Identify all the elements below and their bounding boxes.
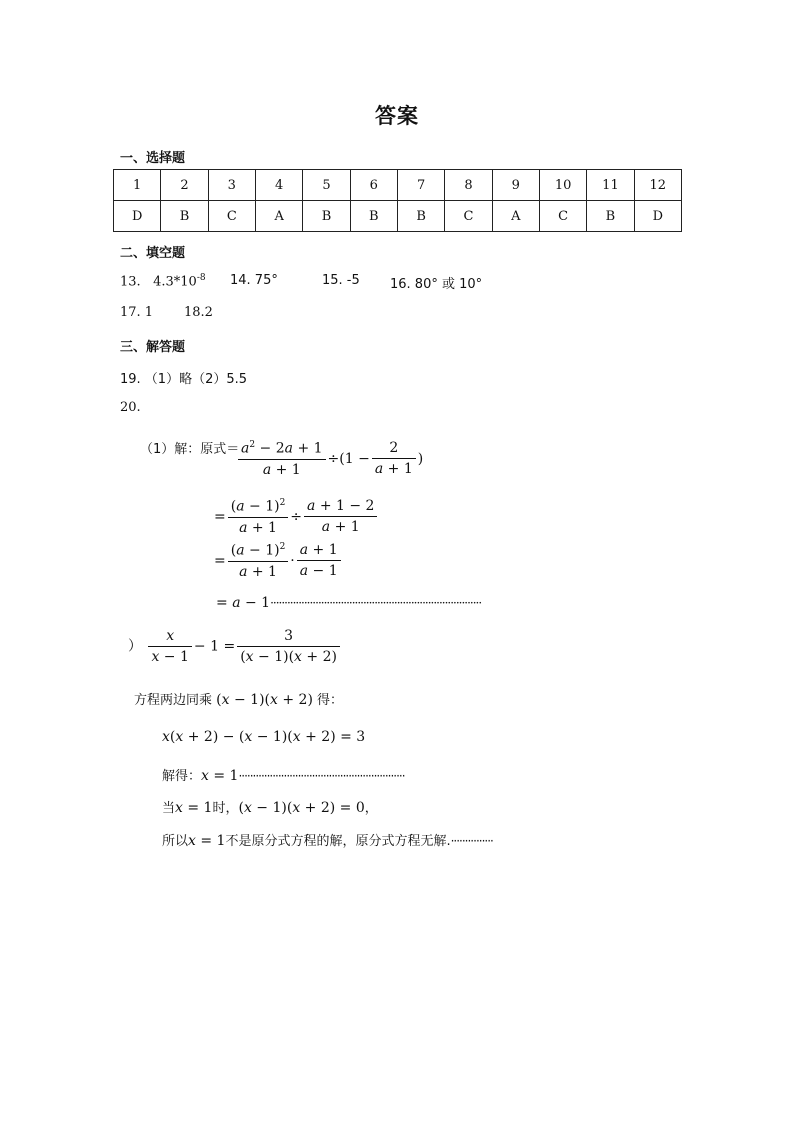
part2-multiply-suffix: 得： xyxy=(317,693,344,708)
page-title: 答案 xyxy=(375,103,419,128)
answer-18: 18.2 xyxy=(184,305,213,320)
section-heading-fill: 二、填空题 xyxy=(120,246,186,261)
part2-multiply-line: 方程两边同乘 (x − 1)(x + 2) 得： xyxy=(134,692,344,708)
part1-dots: ··········································································· xyxy=(270,596,482,610)
table-cell-question-number: 11 xyxy=(587,170,634,201)
table-cell-answer: B xyxy=(303,201,350,232)
part2-multiply-text: 方程两边同乘 xyxy=(134,693,213,708)
answer-14: 14. 75° xyxy=(230,273,278,288)
part2-equation: ） $\frac{x}{x - 1}$ − 1 = $\frac{3}{(x - 1)(x + 2)}$ xyxy=(128,628,342,665)
part2-when-suffix: ， xyxy=(364,801,378,816)
table-cell-answer: B xyxy=(350,201,397,232)
answer-19: 19. （1）略（2）5.5 xyxy=(120,372,248,387)
table-cell-question-number: 7 xyxy=(397,170,444,201)
table-cell-question-number: 5 xyxy=(303,170,350,201)
fraction: $\frac{a^2 - 2a + 1}{a + 1}$ xyxy=(238,440,326,478)
table-cell-answer: D xyxy=(634,201,681,232)
part2-solve-dots: ··························································· xyxy=(238,769,405,783)
part2-solution-line: 解得：x = 1··························································· xyxy=(162,768,405,784)
part1-step2: = $\frac{(a - 1)^2}{a + 1}$ · $\frac{a + 1}{a - 1}$ xyxy=(214,542,343,580)
answer-20-label: 20. xyxy=(120,400,141,415)
table-cell-question-number: 12 xyxy=(634,170,681,201)
part1-step1: = $\frac{(a - 1)^2}{a + 1}$ ÷ $\frac{a + 1 - 2}{a + 1}$ xyxy=(214,498,379,536)
answer-13-mantissa: 4.3*10 xyxy=(153,274,197,290)
part2-so-suffix: 不是原分式方程的解，原分式方程无解. xyxy=(225,834,451,849)
table-row-answers xyxy=(114,201,682,232)
part2-expanded-equation: x(x + 2) − (x − 1)(x + 2) = 3 xyxy=(162,729,366,745)
part2-check-line: 当x = 1时，(x − 1)(x + 2) = 0， xyxy=(162,800,378,816)
table-cell-answer: C xyxy=(539,201,586,232)
table-cell-answer: C xyxy=(445,201,492,232)
table-cell-question-number: 10 xyxy=(539,170,586,201)
choice-answer-table xyxy=(113,169,682,232)
table-cell-question-number: 2 xyxy=(161,170,208,201)
part2-conclusion-line: 所以x = 1不是原分式方程的解，原分式方程无解.··············· xyxy=(162,833,493,849)
part2-when-prefix: 当 xyxy=(162,801,176,816)
part2-when-mid: 时， xyxy=(212,801,239,816)
part2-so-dots: ··············· xyxy=(450,834,493,848)
table-cell-answer: A xyxy=(255,201,302,232)
table-cell-answer: D xyxy=(114,201,161,232)
part2-solve-prefix: 解得： xyxy=(162,769,202,784)
answer-13-exponent: -8 xyxy=(196,273,206,283)
table-row-question-numbers xyxy=(114,170,682,201)
fraction: $\frac{2}{a + 1}$ xyxy=(372,440,416,477)
table-cell-answer: B xyxy=(587,201,634,232)
part2-paren: ） xyxy=(128,638,142,655)
table-cell-question-number: 9 xyxy=(492,170,539,201)
fraction: $\frac{a + 1 - 2}{a + 1}$ xyxy=(304,498,377,535)
section-heading-choice: 一、选择题 xyxy=(120,151,186,166)
table-cell-answer: C xyxy=(208,201,255,232)
part1-expression: $\frac{a^2 - 2a + 1}{a + 1}$ ÷(1 − $\frac{2}{a + 1}$ ) xyxy=(236,440,423,478)
table-cell-answer: A xyxy=(492,201,539,232)
table-cell-question-number: 8 xyxy=(445,170,492,201)
fraction: $\frac{(a - 1)^2}{a + 1}$ xyxy=(228,498,289,536)
fraction: $\frac{x}{x - 1}$ xyxy=(148,628,191,665)
answer-17: 17. 1 xyxy=(120,305,154,320)
table-cell-question-number: 3 xyxy=(208,170,255,201)
part1-result: = a − 1··········································································· xyxy=(216,595,482,611)
table-cell-question-number: 6 xyxy=(350,170,397,201)
part2-so-prefix: 所以 xyxy=(162,834,189,849)
answer-15: 15. -5 xyxy=(322,273,360,288)
answer-13 xyxy=(120,273,206,289)
table-cell-question-number: 1 xyxy=(114,170,161,201)
table-cell-answer: B xyxy=(397,201,444,232)
fraction: $\frac{3}{(x - 1)(x + 2)}$ xyxy=(237,628,340,665)
fraction: $\frac{a + 1}{a - 1}$ xyxy=(297,542,341,579)
table-cell-answer: B xyxy=(161,201,208,232)
answer-16: 16. 80° 或 10° xyxy=(390,277,483,292)
table-cell-question-number: 4 xyxy=(255,170,302,201)
part1-intro: （1）解：原式＝ xyxy=(140,442,240,457)
answer-13-label: 13. xyxy=(120,274,141,290)
fraction: $\frac{(a - 1)^2}{a + 1}$ xyxy=(228,542,289,580)
section-heading-solve: 三、解答题 xyxy=(120,340,186,355)
